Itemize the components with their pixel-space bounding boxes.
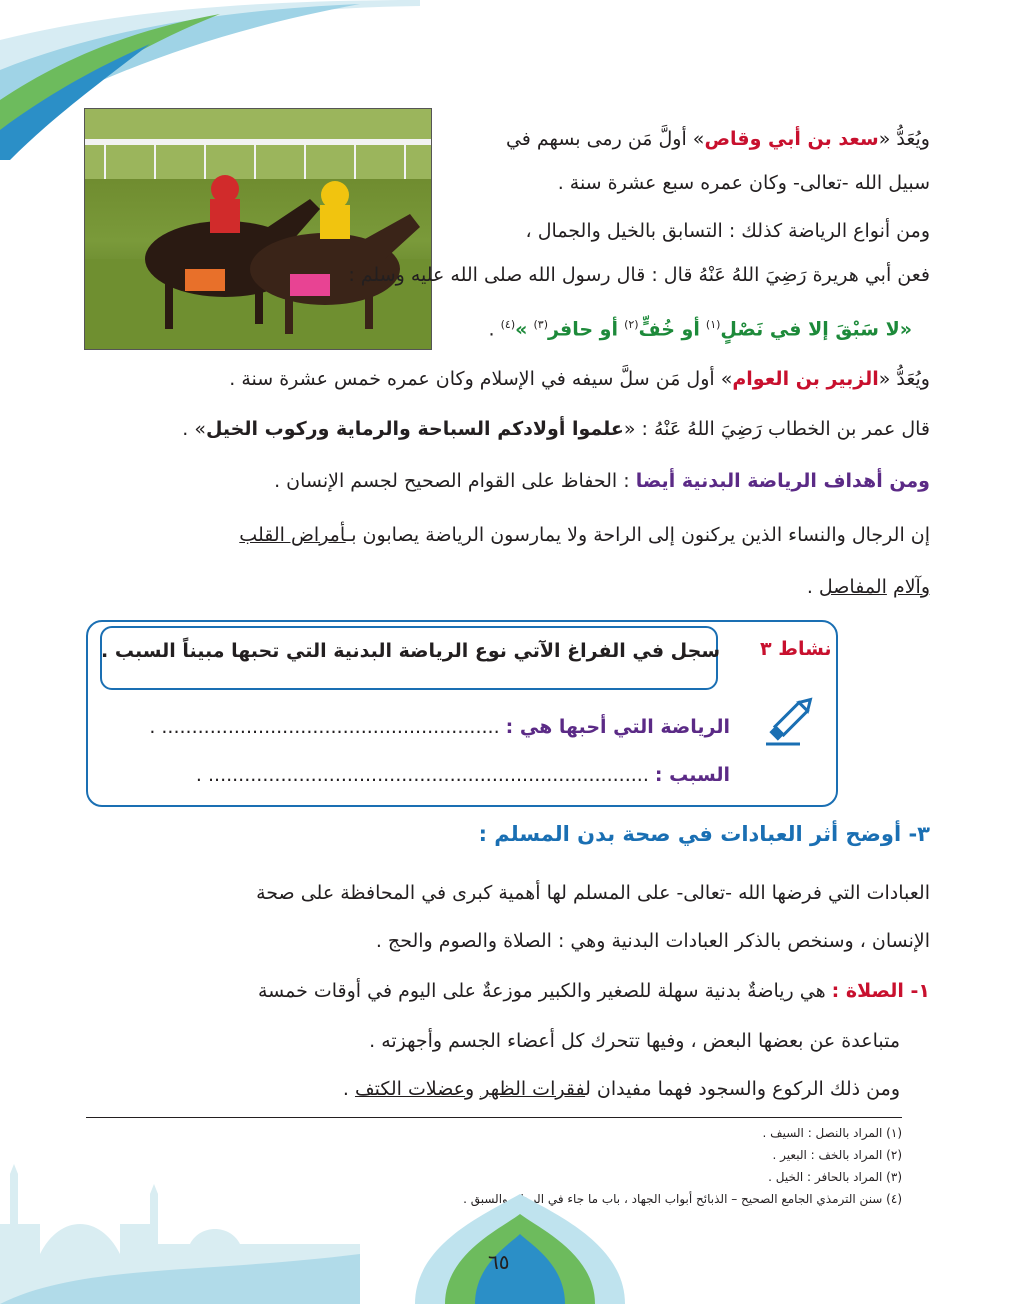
footnote-ref: (٤) (500, 318, 516, 331)
section-line (343, 1074, 900, 1104)
hadith-part: » (515, 318, 528, 341)
paragraph-goals (274, 466, 930, 496)
activity-instruction: سجل في الفراغ الآتي نوع الرياضة البدنية التي تحبها مبيناً السبب . (101, 640, 720, 662)
footnote-1: (١) المراد بالنصل : السيف . (762, 1126, 902, 1140)
hadith-part: أو خُفٍّ (638, 318, 700, 341)
answer-dots: ......................................................................... . (195, 764, 649, 786)
paragraph-line: سبيل الله -تعالى- وكان عمره سبع عشرة سنة . (557, 172, 930, 194)
text-run: هي رياضةٌ بدنية سهلة للصغير والكبير موزعةٌ على اليوم في أوقات خمسة (257, 980, 826, 1002)
goals-label: ومن أهداف الرياضة البدنية أيضا (635, 470, 930, 492)
text-run: . (488, 318, 495, 341)
name-saad: سعد بن أبي وقاص (704, 128, 879, 150)
pencil-icon (760, 686, 824, 750)
footnote-ref: (٣) (533, 318, 548, 331)
prayer-paragraph (258, 976, 930, 1006)
horse-race-photo (84, 108, 432, 350)
mosque-silhouette-decoration (0, 1104, 360, 1304)
underlined-term: أمراض القلب (239, 524, 346, 546)
omar-quote: علموا أولادكم السباحة والرماية وركوب الخيل (205, 418, 624, 440)
paragraph-line: ومن أنواع الرياضة كذلك : التسابق بالخيل والجمال ، (525, 220, 930, 242)
text-run: » أول مَن سلَّ سيفه في الإسلام وكان عمره خمس عشرة سنة . (229, 368, 733, 390)
paragraph-zubair (229, 364, 930, 394)
text-run: و (465, 1078, 481, 1100)
footnote-2: (٢) المراد بالخف : البعير . (772, 1148, 902, 1162)
paragraph-line (239, 520, 930, 550)
text-run: » أولَّ مَن رمى بسهم في (505, 128, 705, 150)
footnote-3: (٣) المراد بالحافر : الخيل . (768, 1170, 902, 1184)
text-run: ويُعَدُّ « (878, 128, 930, 150)
text-run: إن الرجال والنساء الذين يركنون إلى الراحة ولا يمارسون الرياضة يصابون بـ (345, 524, 930, 546)
hadith (489, 310, 912, 344)
text-run: قال عمر بن الخطاب رَضِيَ اللهُ عَنْهُ : « (623, 418, 930, 440)
horse-race-photo-icon (85, 109, 431, 349)
text-run: . (806, 576, 813, 598)
dome-decoration (405, 1194, 635, 1304)
activity-answer-line-2[interactable] (196, 764, 730, 786)
prayer-label: ١- الصلاة : (831, 980, 930, 1002)
underlined-term: فقرات الظهر (480, 1078, 586, 1100)
section-line: الإنسان ، وسنخص بالذكر العبادات البدنية وهي : الصلاة والصوم والحج . (375, 930, 930, 952)
hadith-part: أو حافر (547, 318, 619, 341)
text-run: : الحفاظ على القوام الصحيح لجسم الإنسان . (274, 470, 630, 492)
underlined-term: وآلام (892, 576, 930, 598)
text-run: ومن ذلك الركوع والسجود فهما مفيدان ل (585, 1078, 900, 1100)
text-run: ويُعَدُّ « (878, 368, 930, 390)
section-heading: ٣- أوضح أثر العبادات في صحة بدن المسلم : (478, 822, 930, 846)
paragraph-saad (506, 124, 930, 154)
activity-answer-line-1[interactable] (149, 716, 730, 738)
section-line: العبادات التي فرضها الله -تعالى- على المسلم لها أهمية كبرى في المحافظة على صحة (256, 882, 930, 904)
paragraph-omar (182, 414, 930, 444)
page-number: ٦٥ (488, 1250, 510, 1274)
section-line: متباعدة عن بعضها البعض ، وفيها تتحرك كل أعضاء الجسم وأجهزته . (369, 1030, 900, 1052)
text-run: . (342, 1078, 355, 1100)
answer-label: الرياضة التي أحبها هي : (505, 716, 730, 738)
paragraph-line (807, 572, 930, 602)
answer-dots: ........................................................ . (149, 716, 500, 738)
footnote-ref: (٢) (624, 318, 639, 331)
footnote-ref: (١) (705, 318, 721, 331)
underlined-term: عضلات الكتف (354, 1078, 466, 1100)
answer-label: السبب : (654, 764, 730, 786)
text-run: » . (182, 418, 206, 440)
name-zubair: الزبير بن العوام (732, 368, 879, 390)
footnote-4: (٤) سنن الترمذي الجامع الصحيح – الذبائح أبواب الجهاد ، باب ما جاء في الرهان والسبق . (463, 1192, 902, 1206)
hadith-part: «لا سَبْقَ إلا في نَصْلٍ (720, 318, 912, 341)
paragraph-line: فعن أبي هريرة رَضِيَ اللهُ عَنْهُ قال : قال رسول الله صلى الله عليه وسلم : (348, 264, 930, 286)
underlined-term: المفاصل (818, 576, 887, 598)
activity-tag: نشاط ٣ (760, 638, 832, 660)
